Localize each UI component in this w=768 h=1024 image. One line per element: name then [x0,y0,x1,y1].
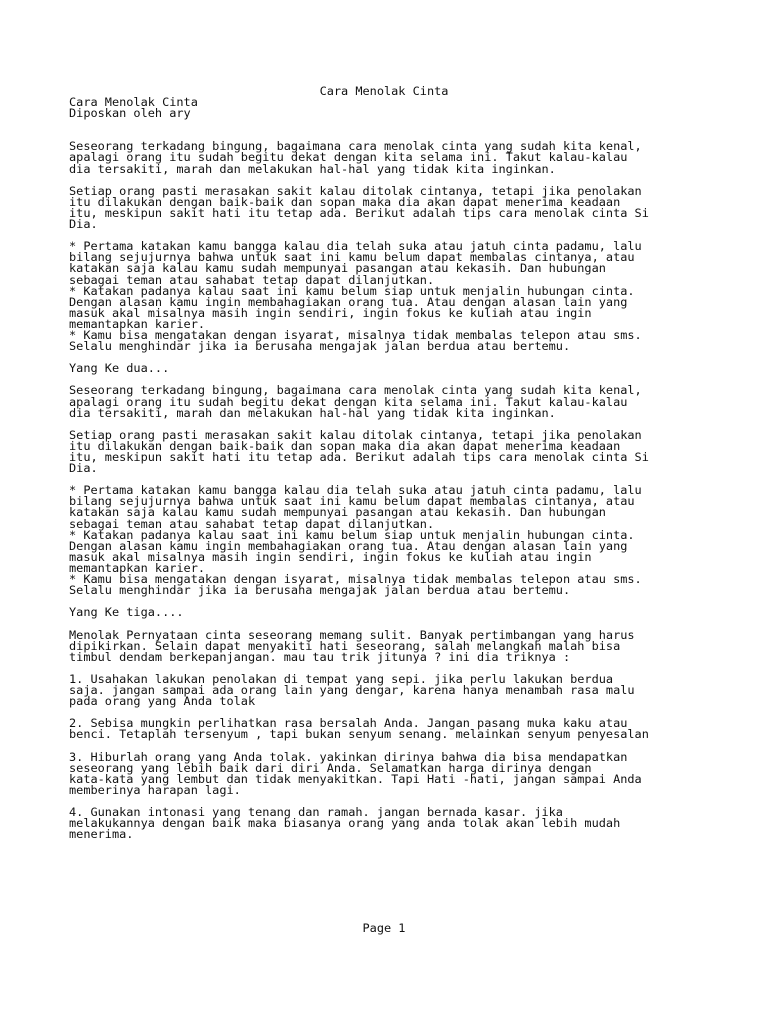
text-line: 4. Gunakan intonasi yang tenang dan ramah. jangan bernada kasar. jika [69,805,563,819]
text-line: memantapkan karier. [69,316,206,331]
text-line: 1. Usahakan lakukan penolakan di tempat yang sepi. jika perlu lakukan berdua [69,671,614,686]
text-line: * Pertama katakan kamu bangga kalau dia telah suka atau jatuh cinta padamu, lalu [69,239,642,254]
text-line: masuk akal misalnya masih ingin sendiri, ingin fokus ke kuliah atau ingin [69,305,592,320]
paragraph [69,807,749,840]
paragraph [69,485,749,596]
text-line: Dengan alasan kamu ingin membahagiakan orang tua. Atau dengan alasan lain yang [69,294,628,309]
text-line: katakan saja kalau kamu sudah mempunyai pasangan atau kekasih. Dan hubungan [69,505,606,520]
text-line: Dengan alasan kamu ingin membahagiakan orang tua. Atau dengan alasan lain yang [69,538,628,553]
document-body [69,97,749,840]
text-line: katakan saja kalau kamu sudah mempunyai pasangan atau kekasih. Dan hubungan [69,261,606,276]
post-title: Cara Menolak Cinta [69,95,198,109]
text-line: * Pertama katakan kamu bangga kalau dia telah suka atau jatuh cinta padamu, lalu [69,483,642,498]
paragraph [69,141,749,174]
text-line: masuk akal misalnya masih ingin sendiri, ingin fokus ke kuliah atau ingin [69,549,592,564]
text-line: Seseorang terkadang bingung, bagaimana cara menolak cinta yang sudah kita kenal, [69,139,642,154]
text-line: seseorang yang lebih baik dari diri Anda. Selamatkan harga dirinya dengan [69,760,592,775]
text-line: menerima. [69,827,134,842]
text-line: sebagai teman atau sahabat tetap dapat dilanjutkan. [69,272,435,287]
paragraph [69,749,749,797]
paragraph [69,183,749,232]
text-line: * Katakan padanya kalau saat ini kamu belum siap untuk menjalin hubungan cinta. [69,527,635,542]
text-line: kata-kata yang lembut dan tidak menyakitkan. Tapi Hati -hati, jangan sampai Anda [69,771,642,786]
text-line: Menolak Pernyataan cinta seseorang memang sulit. Banyak pertimbangan yang harus [69,627,635,642]
text-line: * Kamu bisa mengatakan dengan isyarat, misalnya tidak membalas telepon atau sms. [69,327,642,342]
text-line: Dia. [69,217,98,232]
text-line: Dia. [69,461,98,476]
text-line: itu dilakukan dengan baik-baik dan sopan maka dia akan dapat menerima keadaan [69,438,621,453]
text-line: * Katakan padanya kalau saat ini kamu belum siap untuk menjalin hubungan cinta. [69,283,635,298]
text-line: Yang Ke dua... [69,361,170,376]
text-line: Selalu menghindar jika ia berusaha mengajak jalan berdua atau bertemu. [69,339,571,354]
text-line: dipikirkan. Selain dapat menyakiti hati seseorang, salah melangkah malah bisa [69,638,621,653]
text-line: bilang sejujurnya bahwa untuk saat ini kamu belum dapat membalas cintanya, atau [69,494,635,509]
text-line: apalagi orang itu sudah begitu dekat dengan kita selama ini. Takut kalau-kalau [69,394,628,409]
text-line: itu dilakukan dengan baik-baik dan sopan maka dia akan dapat menerima keadaan [69,194,621,209]
text-line: apalagi orang itu sudah begitu dekat dengan kita selama ini. Takut kalau-kalau [69,150,628,165]
text-line: Selalu menghindar jika ia berusaha mengajak jalan berdua atau bertemu. [69,583,571,598]
post-author: Diposkan oleh ary [69,106,191,121]
paragraph [69,627,749,664]
text-line: dia tersakiti, marah dan melakukan hal-hal yang tidak kita inginkan. [69,161,556,176]
page-title: Cara Menolak Cinta [319,84,449,98]
text-line: dia tersakiti, marah dan melakukan hal-hal yang tidak kita inginkan. [69,405,556,420]
text-line: itu, meskipun sakit hati itu tetap ada. Berikut adalah tips cara menolak cinta Si [69,450,649,464]
text-line: timbul dendam berkepanjangan. mau tau trik jitunya ? ini dia triknya : [69,649,571,664]
text-line: 2. Sebisa mungkin perlihatkan rasa bersalah Anda. Jangan pasang muka kaku atau [69,716,628,731]
text-line: Setiap orang pasti merasakan sakit kalau ditolak cintanya, tetapi jika penolakan [69,183,642,198]
paragraph [69,607,749,618]
text-line: memberinya harapan lagi. [69,782,241,797]
text-line: saja. jangan sampai ada orang lain yang dengar, karena hanya menambah rasa malu [69,682,635,697]
text-line: bilang sejujurnya bahwa untuk saat ini kamu belum dapat membalas cintanya, atau [69,250,635,265]
text-line: melakukannya dengan baik maka biasanya orang yang anda tolak akan lebih mudah [69,816,621,831]
text-line: 3. Hiburlah orang yang Anda tolak. yakinkan dirinya bahwa dia bisa mendapatkan [69,749,628,764]
text-line: pada orang yang Anda tolak [69,694,256,709]
text-line: * Kamu bisa mengatakan dengan isyarat, misalnya tidak membalas telepon atau sms. [69,572,642,587]
page-number: Page 1 [362,921,406,935]
paragraph [69,363,749,374]
text-line: benci. Tetaplah tersenyum , tapi bukan senyum senang. melainkan senyum penyesalan [69,727,649,742]
paragraph [69,385,749,418]
text-line: sebagai teman atau sahabat tetap dapat dilanjutkan. [69,516,435,531]
text-line: Seseorang terkadang bingung, bagaimana cara menolak cinta yang sudah kita kenal, [69,383,642,398]
paragraph [69,427,749,476]
paragraph [69,671,749,709]
paragraph [69,718,749,740]
text-line: Yang Ke tiga.... [69,605,184,620]
text-line: Setiap orang pasti merasakan sakit kalau ditolak cintanya, tetapi jika penolakan [69,427,642,442]
paragraph [69,241,749,352]
text-line: itu, meskipun sakit hati itu tetap ada. Berikut adalah tips cara menolak cinta Si [69,205,649,220]
text-line: memantapkan karier. [69,560,206,575]
